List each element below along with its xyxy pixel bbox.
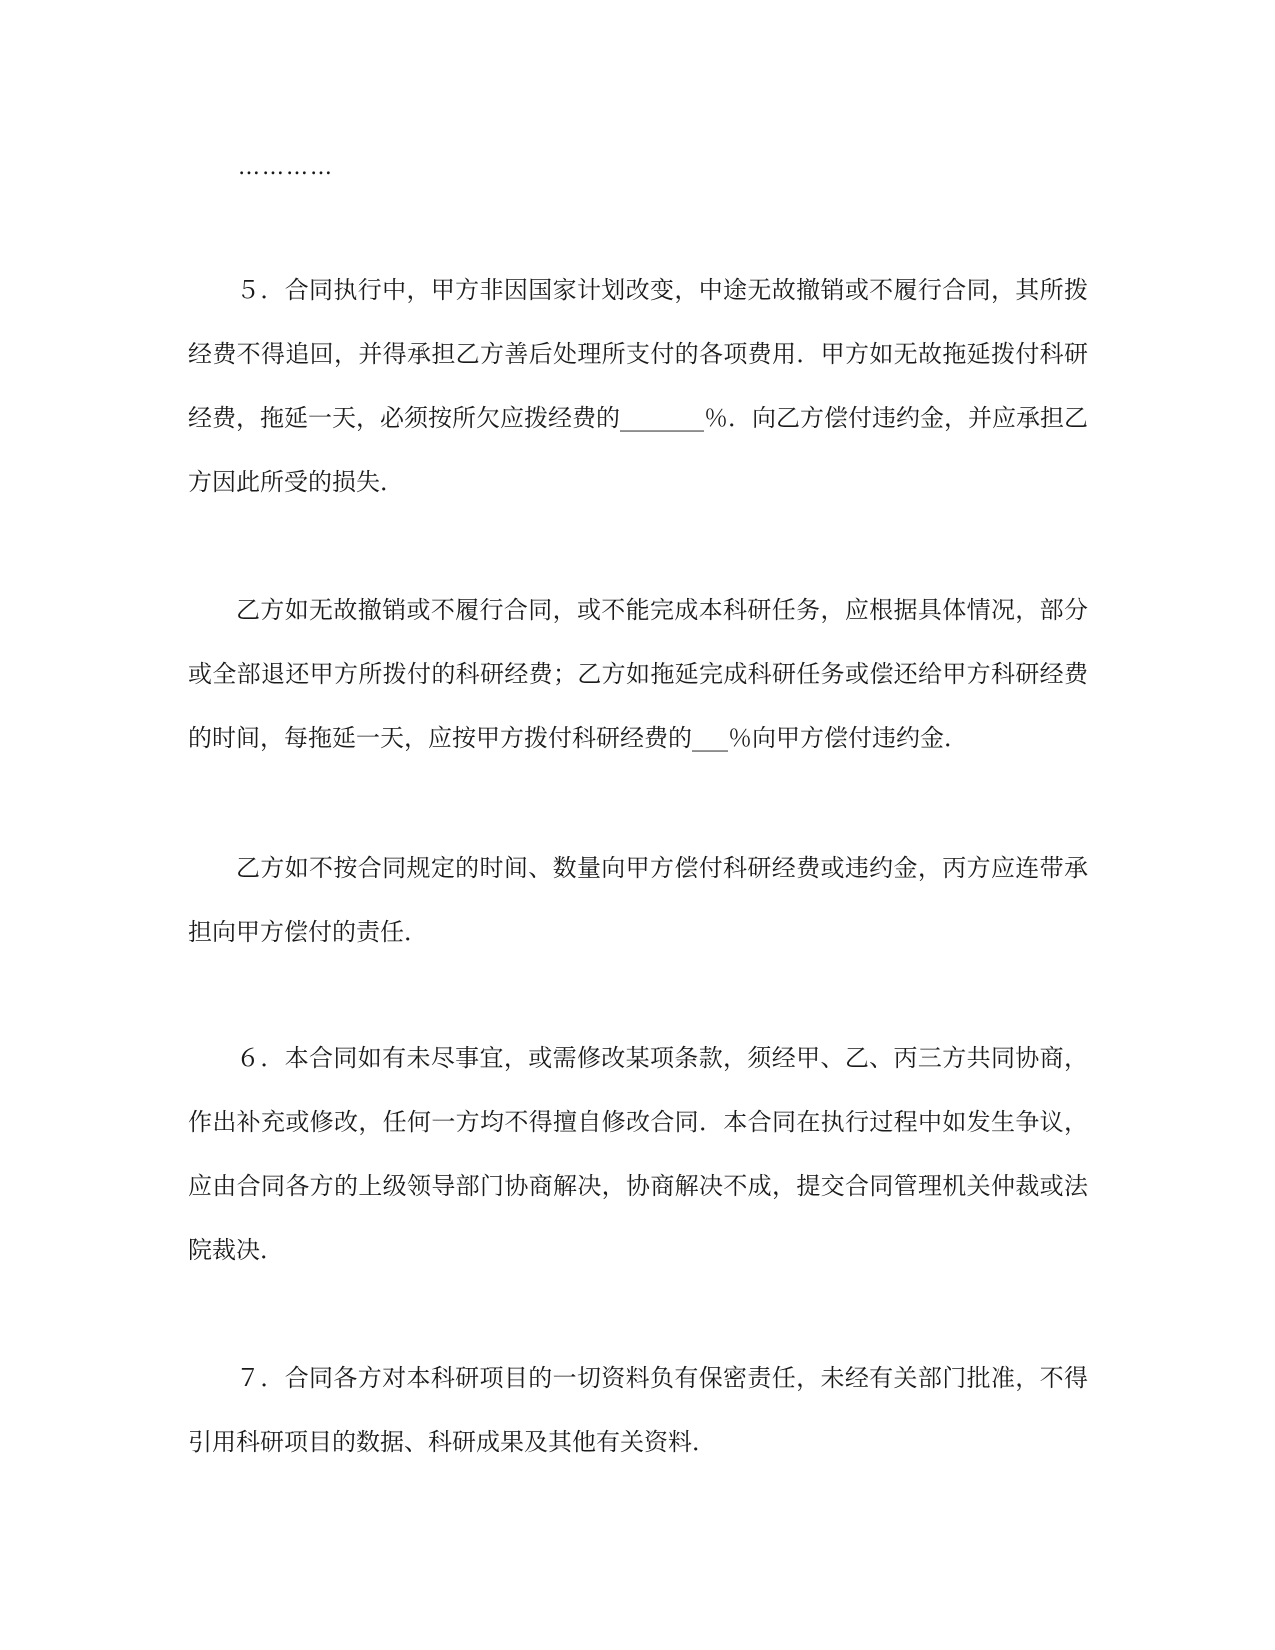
clause-7-paragraph: ７．合同各方对本科研项目的一切资料负有保密责任，未经有关部门批准，不得引用科研项目的数据、科研成果及其他有关资料． <box>188 1364 1088 1456</box>
clause-5-paragraph: ５．合同执行中，甲方非因国家计划改变，中途无故撤销或不履行合同，其所拨经费不得追回，并得承担乙方善后处理所支付的各项费用．甲方如无故拖延拨付科研经费，拖延一天，必须按所欠应拨经费的_______％．向乙方偿付违约金，并应承担乙方因此所受的损失． <box>188 276 1088 496</box>
ellipsis-text: ………… <box>238 155 334 180</box>
clause-6-paragraph: ６．本合同如有未尽事宜，或需修改某项条款，须经甲、乙、丙三方共同协商，作出补充或修改，任何一方均不得擅自修改合同．本合同在执行过程中如发生争议，应由合同各方的上级领导部门协商解决，协商解决不成，提交合同管理机关仲裁或法院裁决． <box>188 1044 1088 1264</box>
party-c-liability-paragraph: 乙方如不按合同规定的时间、数量向甲方偿付科研经费或违约金，丙方应连带承担向甲方偿付的责任． <box>188 854 1088 946</box>
party-b-default-paragraph: 乙方如无故撤销或不履行合同，或不能完成本科研任务，应根据具体情况，部分或全部退还甲方所拨付的科研经费；乙方如拖延完成科研任务或偿还给甲方科研经费的时间，每拖延一天，应按甲方拨付科研经费的___％向甲方偿付违约金． <box>188 596 1088 752</box>
